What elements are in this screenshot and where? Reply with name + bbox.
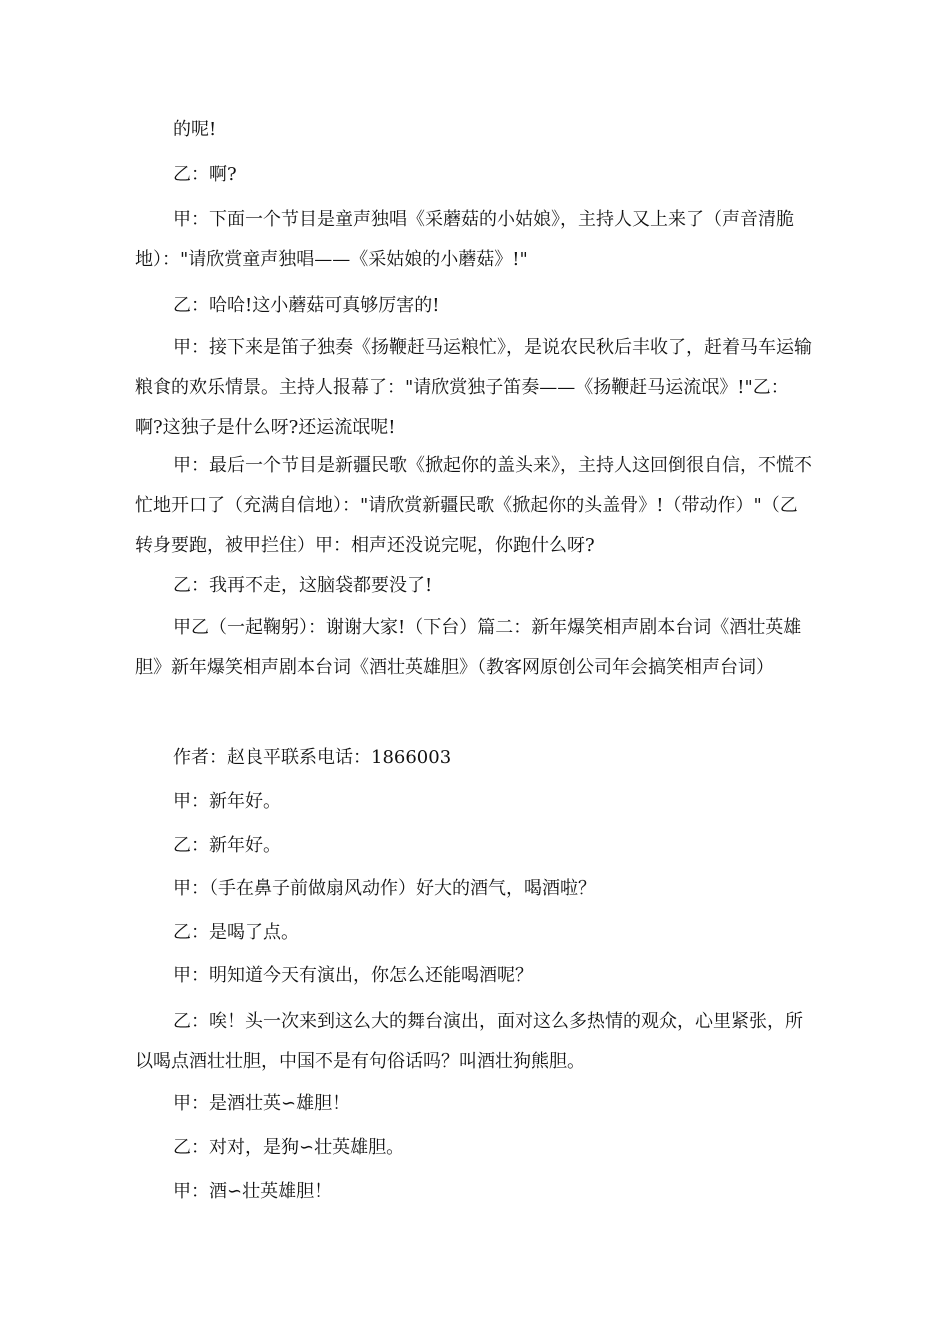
paragraph-1: 的呢! [173,119,217,140]
paragraph-14: 甲：明知道今天有演出，你怎么还能喝酒呢？ [173,965,533,986]
paragraph-8: 甲乙（一起鞠躬）：谢谢大家!（下台）篇二：新年爆笑相声剧本台词《酒壮英雄胆》新年爆笑相声剧本台词《酒壮英雄胆》（教客网原创公司年会搞笑相声台词） [135,617,802,678]
paragraph-9: 作者：赵良平联系电话：1866003 [173,747,452,768]
paragraph-5: 甲：接下来是笛子独奏《扬鞭赶马运粮忙》，是说农民秋后丰收了，赶着马车运输粮食的欢乐情景。主持人报幕了："请欣赏独子笛奏——《扬鞭赶马运流氓》!"乙：啊?这独子是什么呀?还运流氓呢! [135,337,812,438]
paragraph-3: 甲：下面一个节目是童声独唱《采蘑菇的小姑娘》，主持人又上来了（声音清脆地）："请欣赏童声独唱——《采姑娘的小蘑菇》!" [135,209,794,270]
paragraph-2: 乙：啊? [173,164,237,185]
paragraph-10: 甲：新年好。 [173,791,281,812]
paragraph-11: 乙：新年好。 [173,835,281,856]
paragraph-7: 乙：我再不走，这脑袋都要没了! [173,575,433,596]
paragraph-15: 乙：唉！头一次来到这么大的舞台演出，面对这么多热情的观众，心里紧张，所以喝点酒壮壮胆，中国不是有句俗话吗？叫酒壮狗熊胆。 [135,1011,803,1072]
paragraph-17: 乙：对对，是狗∽壮英雄胆。 [173,1137,405,1158]
paragraph-16: 甲：是酒壮英∽雄胆！ [173,1093,351,1114]
paragraph-4: 乙：哈哈!这小蘑菇可真够厉害的! [173,295,440,316]
paragraph-18: 甲：酒∽壮英雄胆！ [173,1181,333,1202]
paragraph-6: 甲：最后一个节目是新疆民歌《掀起你的盖头来》，主持人这回倒很自信，不慌不忙地开口了（充满自信地）："请欣赏新疆民歌《掀起你的头盖骨》!（带动作）"（乙转身要跑，被甲拦住）甲：相声还没说完呢，你跑什么呀? [135,455,812,556]
paragraph-12: 甲：（手在鼻子前做扇风动作）好大的酒气，喝酒啦？ [173,878,596,899]
paragraph-13: 乙：是喝了点。 [173,922,299,943]
